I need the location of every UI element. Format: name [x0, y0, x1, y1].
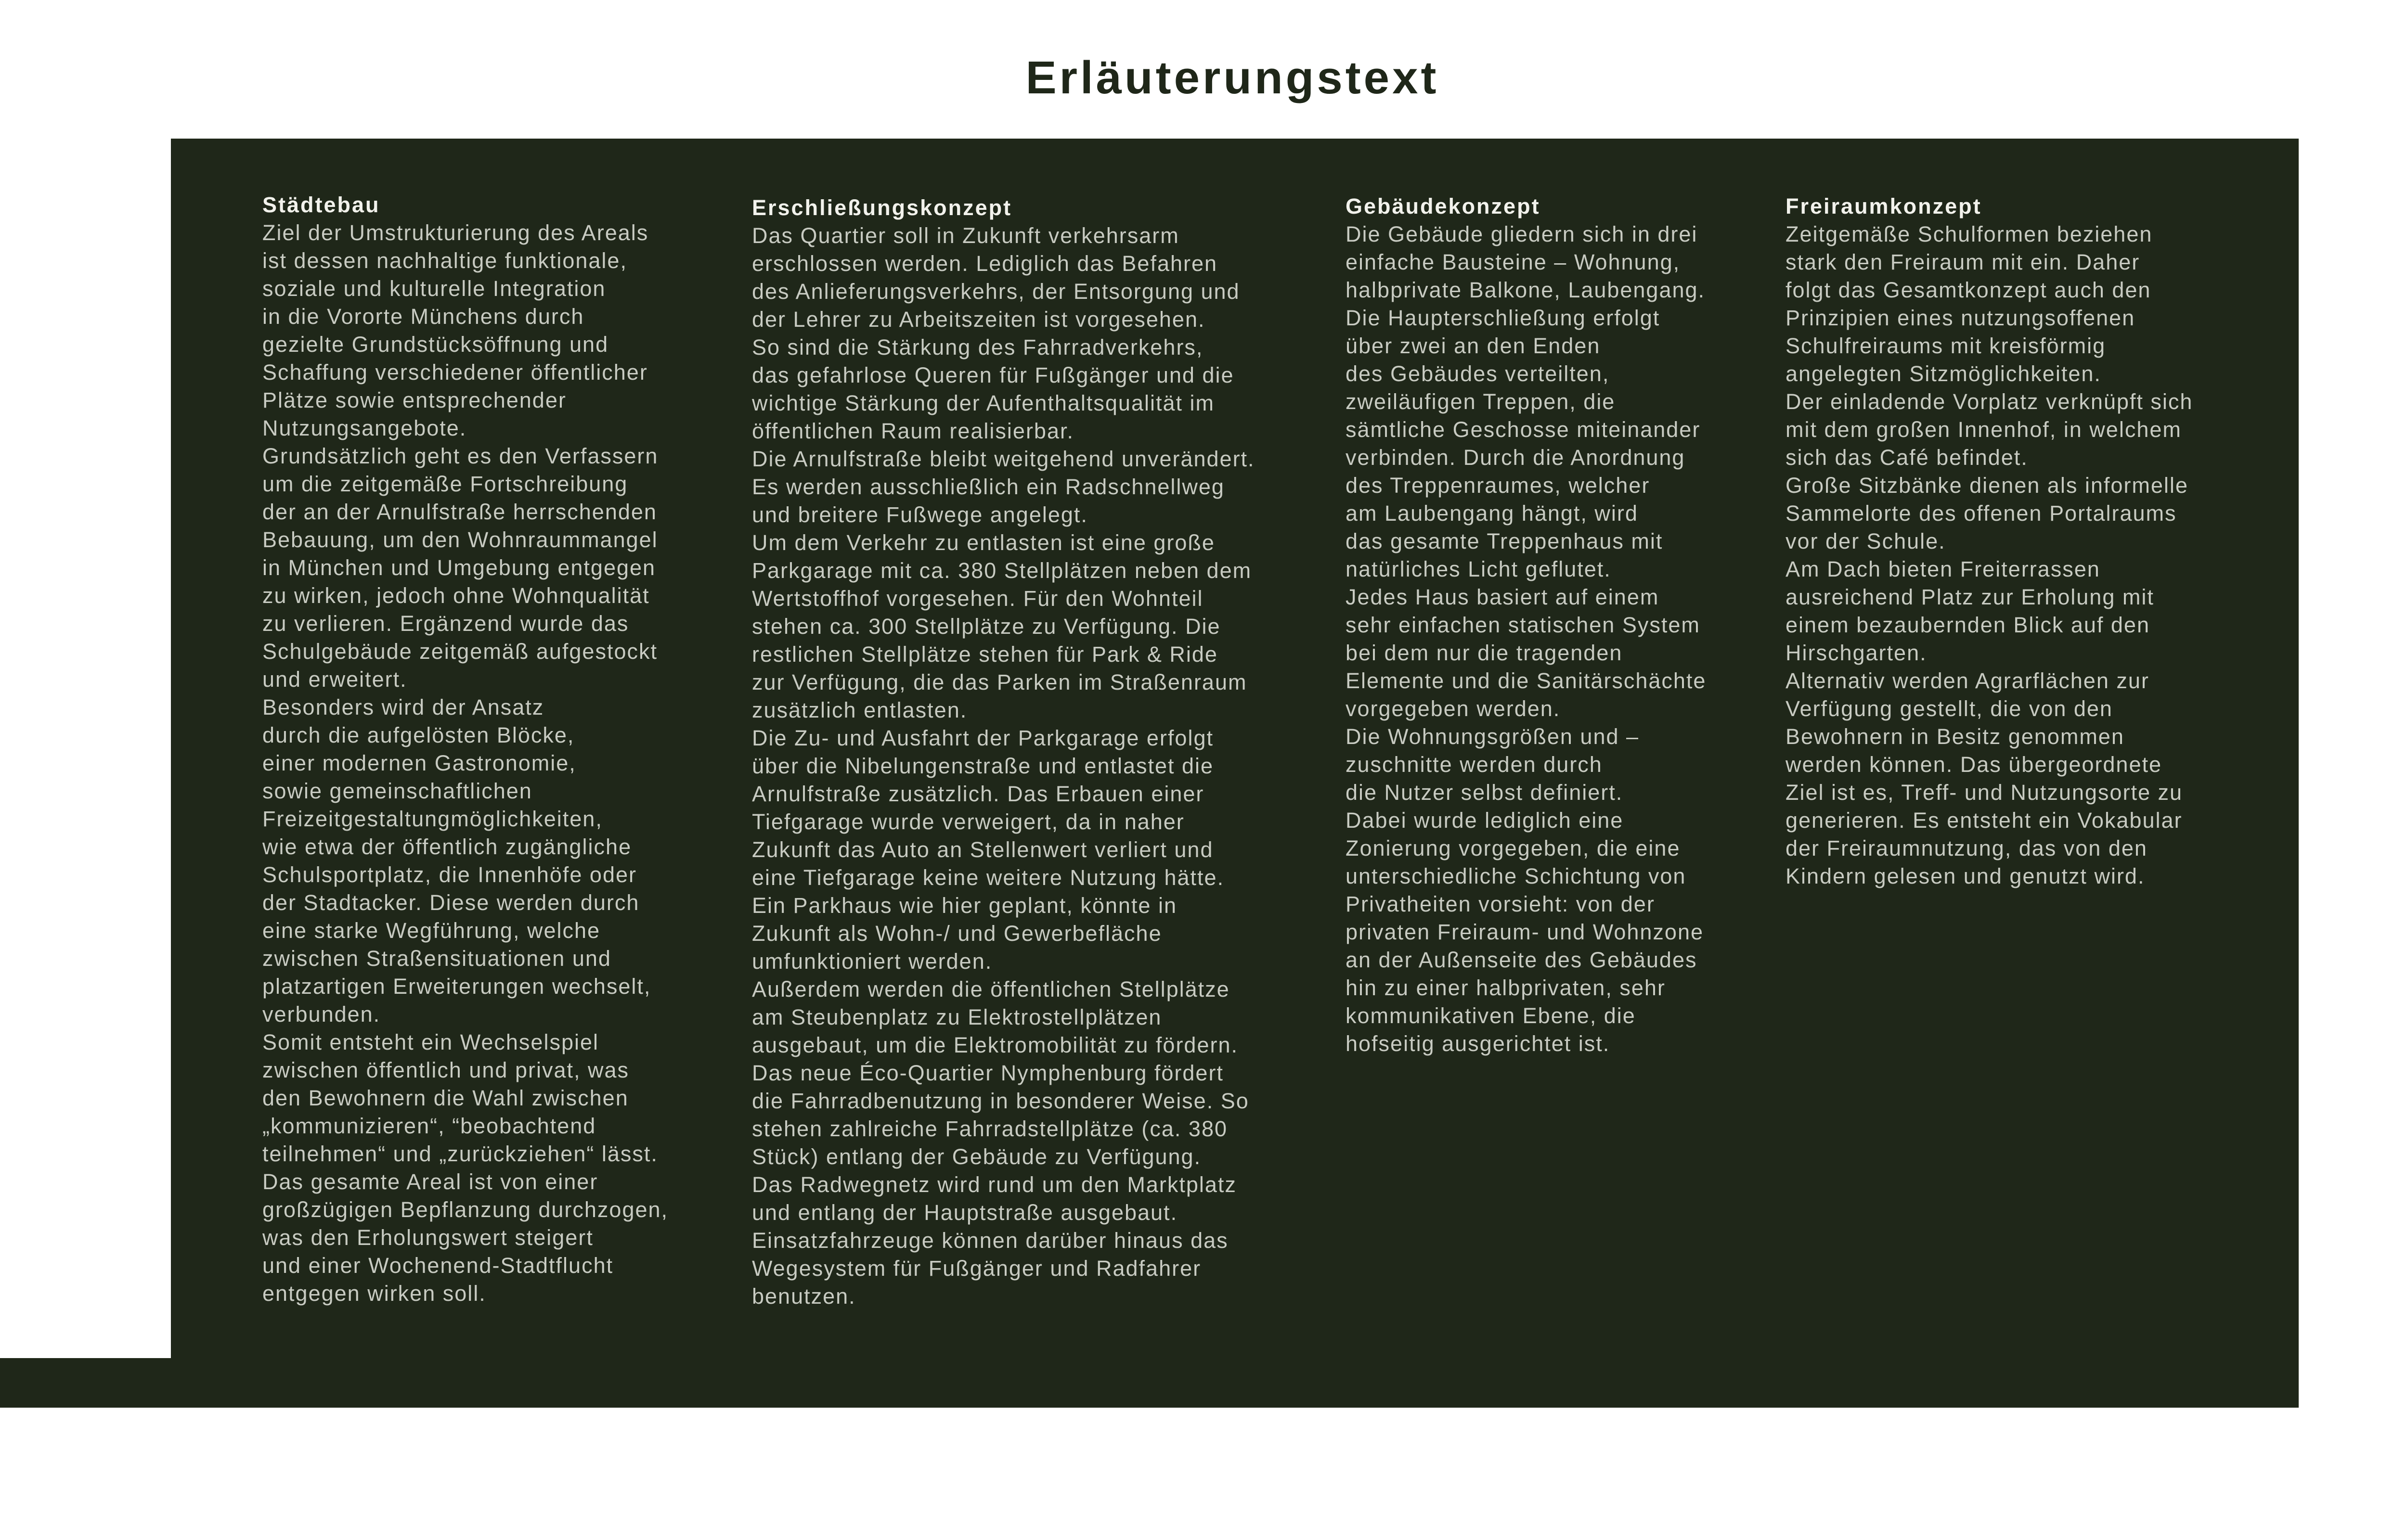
- column-freiraumkonzept: [1786, 192, 2267, 890]
- text-freiraumkonzept: Zeitgemäße Schulformen beziehen stark den Freiraum mit ein. Daher folgt das Gesamtkonzept auch den Prinzipien eines nutzungsoffenen Schulfreiraums mit kreisförmig angelegten Sitzmöglichkeiten. Der einladende Vorplatz verknüpft sich mit dem großen Innenhof, in welchem sich das Café befindet. Große Sitzbänke dienen als informelle Sammelorte des offenen Portalraums vor der Schule. Am Dach bieten Freiterrassen ausreichend Platz zur Erholung mit einem bezaubernden Blick auf den Hirschgarten. Alternativ werden Agrarflächen zur Verfügung gestellt, die von den Bewohnern in Besitz genommen werden können. Das übergeordnete Ziel ist es, Treff- und Nutzungsorte zu generieren. Es entsteht ein Vokabular der Freiraumnutzung, das von den Kindern gelesen und genutzt wird.: [1786, 222, 2193, 888]
- text-erschliessungskonzept: Das Quartier soll in Zukunft verkehrsarm erschlossen werden. Lediglich das Befahren des Anlieferungsverkehrs, der Entsorgung und der Lehrer zu Arbeitszeiten ist vorgesehen. So sind die Stärkung des Fahrradverkehrs, das gefahrlose Queren für Fußgänger und die wichtige Stärkung der Aufenthaltsqualität im öffentlichen Raum realisierbar. Die Arnulfstraße bleibt weitgehend unverändert. Es werden ausschließlich ein Radschnellweg und breitere Fußwege angelegt. Um dem Verkehr zu entlasten ist eine große Parkgarage mit ca. 380 Stellplätzen neben dem Wertstoffhof vorgesehen. Für den Wohnteil stehen ca. 300 Stellplätze zu Verfügung. Die restlichen Stellplätze stehen für Park & Ride zur Verfügung, die das Parken im Straßenraum zusätzlich entlasten. Die Zu- und Ausfahrt der Parkgarage erfolgt über die Nibelungenstraße und entlastet die Arnulfstraße zusätzlich. Das Erbauen einer Tiefgarage wurde verweigert, da in naher Zukunft das Auto an Stellenwert verliert und eine Tiefgarage keine weitere Nutzung hätte. Ein Parkhaus wie hier geplant, könnte in Zukunft als Wohn-/ und Gewerbefläche umfunktioniert werden. Außerdem werden die öffentlichen Stellplätze am Steubenplatz zu Elektrostellplätzen ausgebaut, um die Elektromobilität zu fördern. Das neue Éco-Quartier Nymphenburg fördert die Fahrradbenutzung in besonderer Weise. So stehen zahlreiche Fahrradstellplätze (ca. 380 Stück) entlang der Gebäude zu Verfügung. Das Radwegnetz wird rund um den Marktplatz und entlang der Hauptstraße ausgebaut. Einsatzfahrzeuge können darüber hinaus das Wegesystem für Fußgänger und Radfahrer benutzen.: [752, 223, 1255, 1309]
- text-gebaeudekonzept: Die Gebäude gliedern sich in drei einfache Bausteine – Wohnung, halbprivate Balkone, Laubengang. Die Haupterschließung erfolgt über zwei an den Enden des Gebäudes verteilten, zweiläufigen Treppen, die sämtliche Geschosse miteinander verbinden. Durch die Anordnung des Treppenraumes, welcher am Laubengang hängt, wird das gesamte Treppenhaus mit natürliches Licht geflutet. Jedes Haus basiert auf einem sehr einfachen statischen System bei dem nur die tragenden Elemente und die Sanitärschächte vorgegeben werden. Die Wohnungsgrößen und – zuschnitte werden durch die Nutzer selbst definiert. Dabei wurde lediglich eine Zonierung vorgegeben, die eine unterschiedliche Schichtung von Privatheiten vorsieht: von der privaten Freiraum- und Wohnzone an der Außenseite des Gebäudes hin zu einer halbprivaten, sehr kommunikativen Ebene, die hofseitig ausgerichtet ist.: [1346, 222, 1707, 1056]
- heading-staedtebau: Städtebau: [262, 192, 380, 217]
- heading-erschliessungskonzept: Erschließungskonzept: [752, 195, 1012, 220]
- heading-freiraumkonzept: Freiraumkonzept: [1786, 194, 1982, 218]
- text-staedtebau: Ziel der Umstrukturierung des Areals ist dessen nachhaltige funktionale, soziale und kulturelle Integration in die Vororte Münchens durch gezielte Grundstücksöffnung und Schaffung verschiedener öffentlicher Plätze sowie entsprechender Nutzungsangebote. Grundsätzlich geht es den Verfassern um die zeitgemäße Fortschreibung der an der Arnulfstraße herrschenden Bebauung, um den Wohnraummangel in München und Umgebung entgegen zu wirken, jedoch ohne Wohnqualität zu verlieren. Ergänzend wurde das Schulgebäude zeitgemäß aufgestockt und erweitert. Besonders wird der Ansatz durch die aufgelösten Blöcke, einer modernen Gastronomie, sowie gemeinschaftlichen Freizeitgestaltungmöglichkeiten, wie etwa der öffentlich zugängliche Schulsportplatz, die Innenhöfe oder der Stadtacker. Diese werden durch eine starke Wegführung, welche zwischen Straßensituationen und platzartigen Erweiterungen wechselt, verbunden. Somit entsteht ein Wechselspiel zwischen öffentlich und privat, was den Bewohnern die Wahl zwischen „kommunizieren“, “beobachtend teilnehmen“ und „zurückziehen“ lässt. Das gesamte Areal ist von einer großzügigen Bepflanzung durchzogen, was den Erholungswert steigert und einer Wochenend-Stadtflucht entgegen wirken soll.: [262, 220, 669, 1306]
- page-title: Erläuterungstext: [1025, 52, 1439, 103]
- panel-tab-decoration: [0, 1358, 173, 1408]
- column-erschliessungskonzept: [752, 194, 1330, 1310]
- heading-gebaeudekonzept: Gebäudekonzept: [1346, 194, 1540, 218]
- column-gebaeudekonzept: [1346, 192, 1779, 1058]
- column-staedtebau: [262, 191, 734, 1308]
